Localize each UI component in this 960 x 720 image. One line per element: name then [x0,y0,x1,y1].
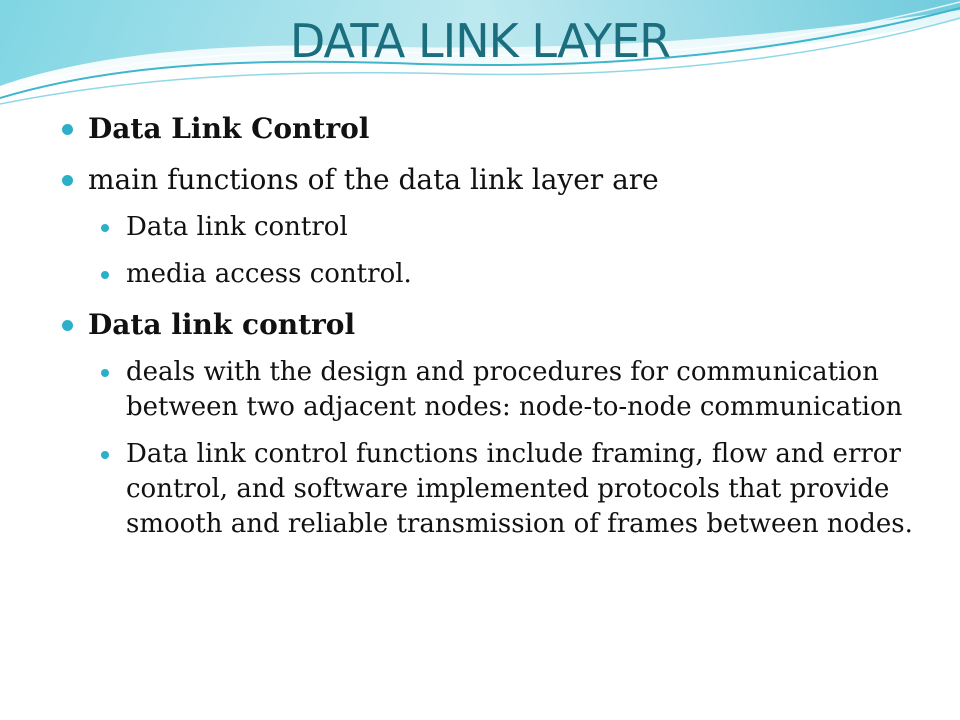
bullet-dot-icon [101,271,109,279]
bullet-dot-icon [62,320,73,331]
bullet-dot-icon [101,451,109,459]
bullet-text: deals with the design and procedures for communication between two adjacent nodes: node-to-node communication [126,357,903,422]
bullet-list [62,96,942,542]
bullet-text: main functions of the data link layer are [88,163,659,196]
bullet-dot-icon [62,175,73,186]
bullet-item [62,161,942,198]
bullet-text: Data link control [126,212,348,242]
bullet-text: media access control. [126,259,412,289]
sub-bullet-item [101,437,942,542]
bullet-text: Data Link Control [88,112,370,145]
bullet-item [62,110,942,147]
bullet-item [62,306,942,343]
bullet-dot-icon [101,369,109,377]
bullet-text: Data link control functions include framing, flow and error control, and software implemented protocols that provide smooth and reliable transmission of frames between nodes. [126,439,913,539]
sub-bullet-item [101,210,942,245]
sub-bullet-item [101,355,942,425]
bullet-dot-icon [62,124,73,135]
slide-title: DATA LINK LAYER [289,14,671,68]
bullet-text: Data link control [88,308,356,341]
bullet-dot-icon [101,224,109,232]
sub-bullet-item [101,257,942,292]
